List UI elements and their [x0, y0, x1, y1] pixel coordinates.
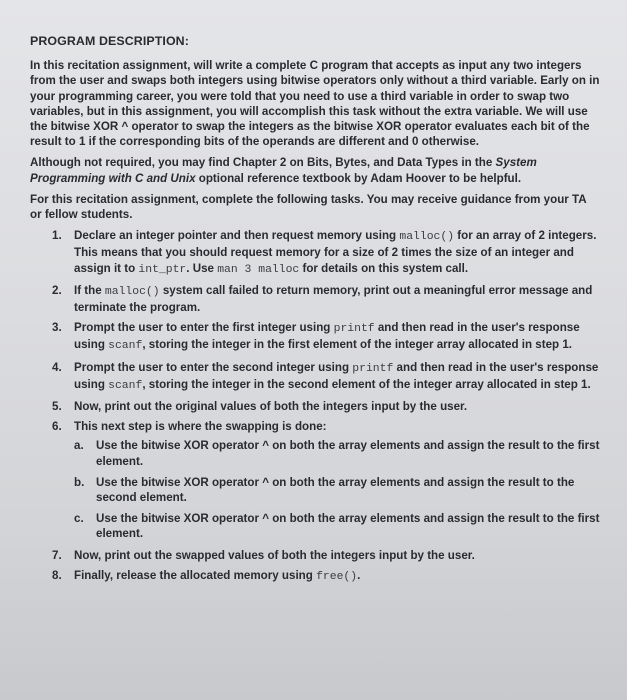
step-text: If the: [74, 283, 105, 297]
substep-text: Use the bitwise XOR operator ^ on both the array elements and assign the result to the first element.: [96, 512, 600, 541]
substep-item: [74, 511, 600, 541]
step-text: Prompt the user to enter the first integer using: [74, 321, 334, 335]
step-code: scanf: [108, 340, 143, 353]
step-text: for an array of 2 integers. This means that you should request memory for a size of 2 times the size of an integer and assign it to: [74, 229, 597, 275]
step-code: printf: [352, 362, 394, 375]
substep-letter: a.: [74, 439, 84, 453]
step-text: Now, print out the original values of both the integers input by the user.: [74, 400, 468, 414]
step-number: 6.: [52, 420, 62, 434]
step-code: scanf: [108, 379, 143, 392]
step-item: [52, 419, 600, 541]
substep-letter: c.: [74, 512, 84, 526]
step-item: [52, 228, 600, 278]
reference-book-title: System Programming with C and Unix: [30, 156, 537, 185]
step-number: 4.: [52, 360, 62, 374]
step-number: 2.: [52, 283, 62, 297]
instructions-paragraph: For this recitation assignment, complete the following tasks. You may receive guidance from your TA or fellow students.: [30, 192, 587, 222]
step-number: 5.: [52, 400, 62, 414]
step-code: int_ptr: [138, 263, 187, 276]
step-text: , storing the integer in the second element of the integer array allocated in step 1.: [142, 377, 591, 391]
step-code: free(): [316, 570, 358, 583]
step-text: This next step is where the swapping is done:: [74, 420, 327, 434]
reference-text-before: Although not required, you may find Chapter 2 on Bits, Bytes, and Data Types in the: [30, 156, 496, 170]
step-text: and then read in the user's response using: [74, 360, 599, 391]
step-code: malloc(): [399, 231, 455, 244]
substep-item: [74, 438, 600, 468]
step-code: printf: [333, 323, 375, 336]
step-item: [52, 568, 600, 585]
reference-paragraph: [30, 155, 600, 185]
step-number: 8.: [52, 568, 62, 582]
step-text: .: [357, 568, 361, 582]
section-heading: PROGRAM DESCRIPTION:: [30, 34, 189, 48]
step-text: Declare an integer pointer and then request memory using: [74, 229, 400, 243]
step-text: . Use: [186, 261, 218, 275]
step-item: [52, 548, 600, 563]
substep-item: [74, 475, 600, 505]
step-code: man 3 malloc: [217, 263, 300, 276]
step-text: , storing the integer in the first element of the integer array allocated in step 1.: [142, 338, 573, 352]
step-text: Prompt the user to enter the second integer using: [74, 360, 353, 374]
substep-letter: b.: [74, 475, 85, 489]
step-item: [52, 283, 600, 315]
step-number: 1.: [52, 229, 62, 243]
step-item: [52, 320, 600, 354]
step-text: Finally, release the allocated memory using: [74, 568, 317, 582]
document-content: [30, 34, 600, 590]
substep-text: Use the bitwise XOR operator ^ on both the array elements and assign the result to the second element.: [96, 475, 575, 505]
step-text: and then read in the user's response using: [74, 321, 580, 352]
step-number: 7.: [52, 548, 62, 562]
step-number: 3.: [52, 321, 62, 335]
step-text: for details on this system call.: [299, 261, 469, 275]
steps-list: [30, 228, 600, 585]
step-text: system call failed to return memory, print out a meaningful error message and terminate the program.: [74, 283, 593, 315]
reference-text-after: optional reference textbook by Adam Hoover to be helpful.: [195, 171, 522, 185]
step-item: [52, 360, 600, 394]
step-code: malloc(): [104, 285, 160, 298]
intro-paragraph: In this recitation assignment, will write a complete C program that accepts as input any two integers from the user and swaps both integers using bitwise operators only without a third variable. Early on in your programming career, you were told that you need to use a third variable in order to swap two variables, but in this assignment, you will accomplish this task without the extra variable. We will use the bitwise XOR ^ operator to swap the integers as the bitwise XOR operator evaluates each bit of the result to 1 if the corresponding bits of the operands are different and 0 otherwise.: [30, 59, 600, 149]
substep-text: Use the bitwise XOR operator ^ on both the array elements and assign the result to the first element.: [96, 439, 600, 468]
substeps-list: [74, 438, 600, 541]
step-text: Now, print out the swapped values of both the integers input by the user.: [74, 548, 475, 562]
step-item: [52, 399, 600, 414]
